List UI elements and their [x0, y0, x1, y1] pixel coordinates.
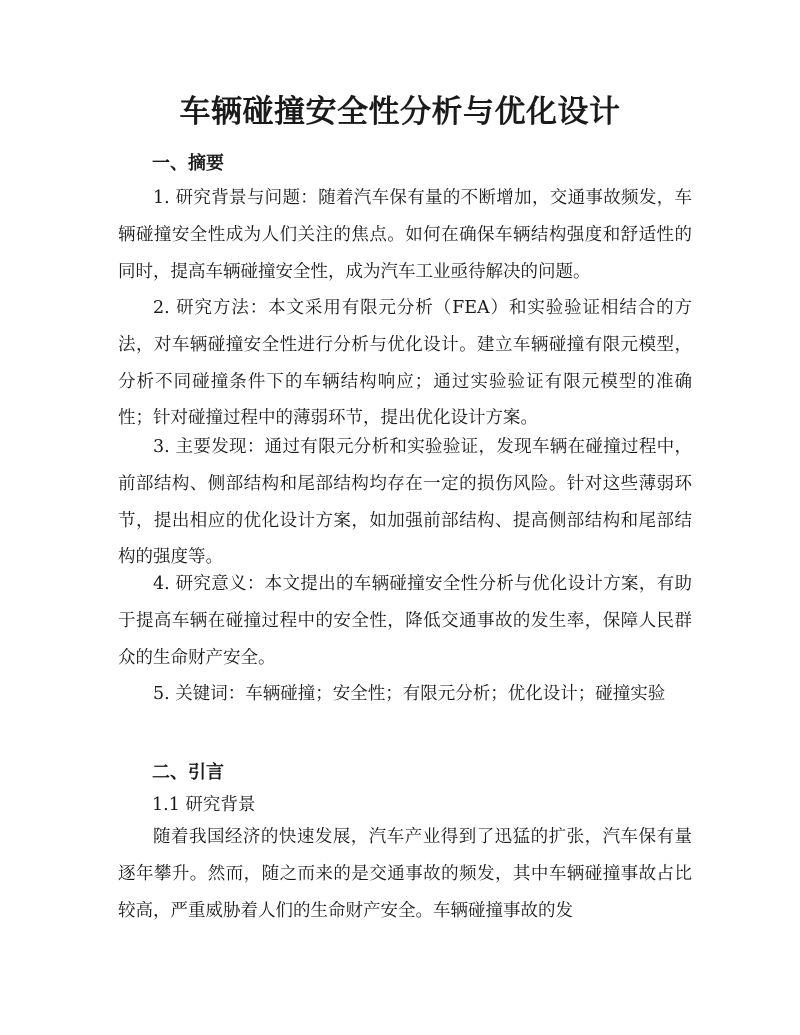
document-title: 车辆碰撞安全性分析与优化设计	[179, 94, 621, 130]
introduction-paragraph: 随着我国经济的快速发展，汽车产业得到了迅猛的扩张，汽车保有量逐年攀升。然而，随之而来的是交通事故的频发，其中车辆碰撞事故占比较高，严重威胁着人们的生命财产安全。车辆碰撞事故的发	[118, 827, 692, 921]
abstract-item-method: 2. 研究方法：本文采用有限元分析（FEA）和实验验证相结合的方法，对车辆碰撞安全性进行分析与优化设计。建立车辆碰撞有限元模型，分析不同碰撞条件下的车辆结构响应；通过实验验证有限元模型的准确性；针对碰撞过程中的薄弱环节，提出优化设计方案。	[118, 298, 692, 429]
abstract-item-findings: 3. 主要发现：通过有限元分析和实验验证，发现车辆在碰撞过程中，前部结构、侧部结构和尾部结构均存在一定的损伤风险。针对这些薄弱环节，提出相应的优化设计方案，如加强前部结构、提高侧部结构和尾部结构的强度等。	[118, 437, 692, 568]
abstract-item-significance: 4. 研究意义：本文提出的车辆碰撞安全性分析与优化设计方案，有助于提高车辆在碰撞过程中的安全性，降低交通事故的发生率，保障人民群众的生命财产安全。	[118, 574, 692, 668]
subsection-heading-background: 1.1 研究背景	[152, 795, 256, 815]
abstract-item-keywords: 5. 关键词：车辆碰撞；安全性；有限元分析；优化设计；碰撞实验	[153, 684, 666, 704]
section-heading-abstract: 一、摘要	[152, 153, 224, 174]
abstract-item-background: 1. 研究背景与问题：随着汽车保有量的不断增加，交通事故频发，车辆碰撞安全性成为人们关注的焦点。如何在确保车辆结构强度和舒适性的同时，提高车辆碰撞安全性，成为汽车工业亟待解决的问题。	[118, 188, 692, 282]
section-heading-introduction: 二、引言	[152, 762, 224, 783]
